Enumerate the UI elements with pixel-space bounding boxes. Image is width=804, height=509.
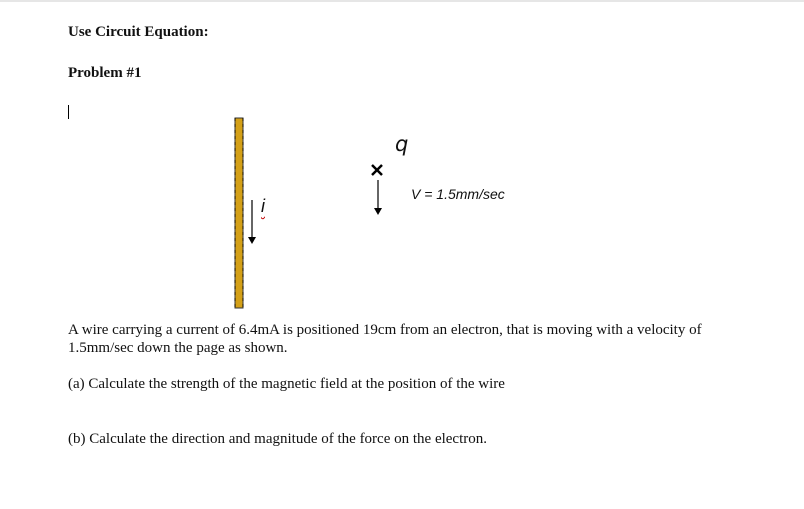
electron-marker-icon (372, 165, 382, 175)
question-a: (a) Calculate the strength of the magnetic field at the position of the wire (68, 376, 505, 392)
velocity-label: V = 1.5mm/sec (411, 186, 505, 202)
current-arrowhead (248, 237, 256, 244)
page-title: Use Circuit Equation: (68, 24, 209, 40)
charge-label: q (395, 132, 409, 156)
current-label: i (261, 196, 265, 216)
problem-statement: A wire carrying a current of 6.4mA is positioned 19cm from an electron, that is moving with a velocity of 1.5mm/sec down the page as shown. (68, 322, 702, 356)
question-b: (b) Calculate the direction and magnitude of the force on the electron. (68, 431, 487, 447)
problem-heading: Problem #1 (68, 65, 142, 81)
wire (235, 118, 243, 308)
velocity-arrowhead (374, 208, 382, 215)
